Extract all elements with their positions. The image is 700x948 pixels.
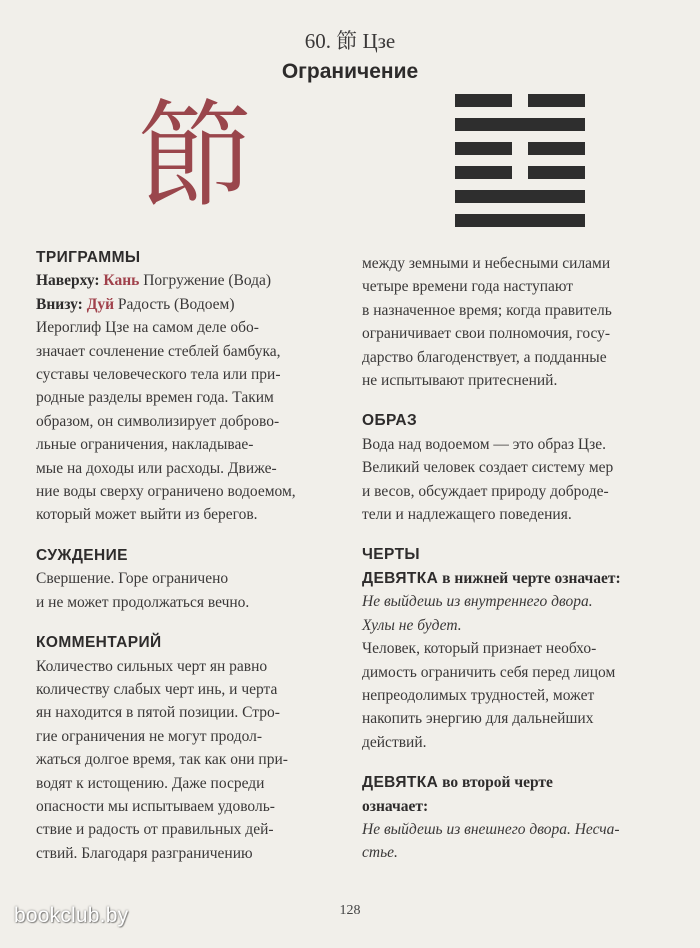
text-line: ствие и радость от правильных дей- [36, 821, 274, 839]
text-line: ян находится в пятой позиции. Стро- [36, 704, 280, 722]
text-line: и не может продолжаться вечно. [36, 593, 250, 611]
page-number: 128 [339, 903, 361, 918]
upper-trigram-line [36, 269, 344, 292]
text-line: Количество сильных черт ян равно [36, 657, 268, 675]
text-line: ограничивает свои полномочия, госу- [362, 325, 611, 343]
text-line: между земными и небесными силами [362, 255, 611, 272]
trigrams-heading: ТРИГРАММЫ [36, 249, 141, 266]
oracle-line: стье. [362, 844, 398, 862]
text-line: значает сочленение стеблей бамбука, [36, 342, 281, 360]
lower-label: Внизу: [36, 295, 83, 313]
commentary-heading: КОММЕНТАРИЙ [36, 634, 162, 652]
text-line: ние воды сверху ограничено водоемом, [36, 483, 296, 501]
left-column [36, 246, 344, 865]
hexagram-number: 60. 節 Цзе [304, 29, 396, 53]
text-line: льные ограничения, накладывае- [36, 436, 254, 454]
text-line: ствий. Благодаря разграничению [36, 844, 253, 862]
text-line: четыре времени года наступают [362, 278, 574, 296]
text-line: Иероглиф Цзе на самом деле обо- [36, 319, 259, 337]
text-line: суставы человеческого тела или при- [36, 366, 281, 384]
text-line: Великий человек создает систему мер [362, 459, 614, 477]
text-line: Свершение. Горе ограничено [36, 570, 229, 588]
hexagram-symbol [455, 94, 585, 238]
text-line: жаться долгое время, так как они при- [36, 751, 288, 769]
text-line: тели и надлежащего поведения. [362, 506, 572, 524]
page-title: Ограничение [281, 60, 419, 83]
right-column [362, 252, 678, 865]
hexagram-line-5-solid [455, 118, 585, 131]
judgement-heading: СУЖДЕНИЕ [36, 546, 128, 564]
text-line: образом, он символизирует доброво- [36, 412, 280, 430]
lines-heading: ЧЕРТЫ [362, 546, 421, 564]
image-heading: ОБРАЗ [362, 412, 418, 430]
text-line: опасности мы испытываем удоволь- [36, 797, 275, 815]
text-line: действий. [362, 733, 427, 751]
text-line: водят к истощению. Даже посреди [36, 774, 265, 792]
hexagram-line-2-solid [455, 190, 585, 203]
text-line: гие ограничения не могут продол- [36, 727, 263, 745]
first-line-label: ДЕВЯТКА в нижней черте означает: [362, 569, 621, 587]
hexagram-line-4-broken [455, 142, 585, 155]
oracle-line: Не выйдешь из внутреннего двора. [362, 593, 593, 611]
watermark: bookclub.by [14, 904, 129, 927]
text-line: димость ограничить себя перед лицом [362, 663, 616, 681]
upper-trigram-name: Кань [103, 272, 140, 290]
text-line: в назначенное время; когда правитель [362, 301, 612, 319]
text-line: мые на доходы или расходы. Движе- [36, 459, 277, 477]
oracle-line: Хулы не будет. [362, 616, 462, 634]
text-line: который может выйти из берегов. [36, 506, 258, 524]
text-line: количеству слабых черт инь, и черта [36, 680, 278, 698]
hexagram-line-6-broken [455, 94, 585, 107]
lower-trigram-line [36, 293, 344, 316]
second-line-label: ДЕВЯТКА во второй черте [362, 774, 553, 792]
text-line: родные разделы времен года. Таким [36, 389, 274, 407]
text-line: не испытывают притеснений. [362, 372, 558, 390]
text-line: Вода над водоемом — это образ Цзе. [362, 435, 606, 453]
text-line: накопить энергию для дальнейших [362, 710, 594, 728]
text-line: и весов, обсуждает природу доброде- [362, 482, 609, 500]
second-line-label-cont: означает: [362, 797, 429, 815]
text-line: непреодолимых трудностей, может [362, 686, 595, 704]
upper-trigram-desc: Погружение (Вода) [139, 272, 272, 290]
text-line: Человек, который признает необхо- [362, 640, 597, 658]
lower-trigram-name: Дуй [86, 295, 115, 313]
hexagram-line-1-solid [455, 214, 585, 227]
oracle-line: Не выйдешь из внешнего двора. Несча- [362, 820, 620, 838]
page-header [0, 28, 700, 86]
lower-trigram-desc: Радость (Водоем) [114, 295, 235, 313]
hieroglyph-jie: 節 [137, 89, 253, 224]
upper-label: Наверху: [36, 272, 100, 290]
text-line: дарство благоденствует, а подданные [362, 348, 607, 366]
hexagram-line-3-broken [455, 166, 585, 179]
